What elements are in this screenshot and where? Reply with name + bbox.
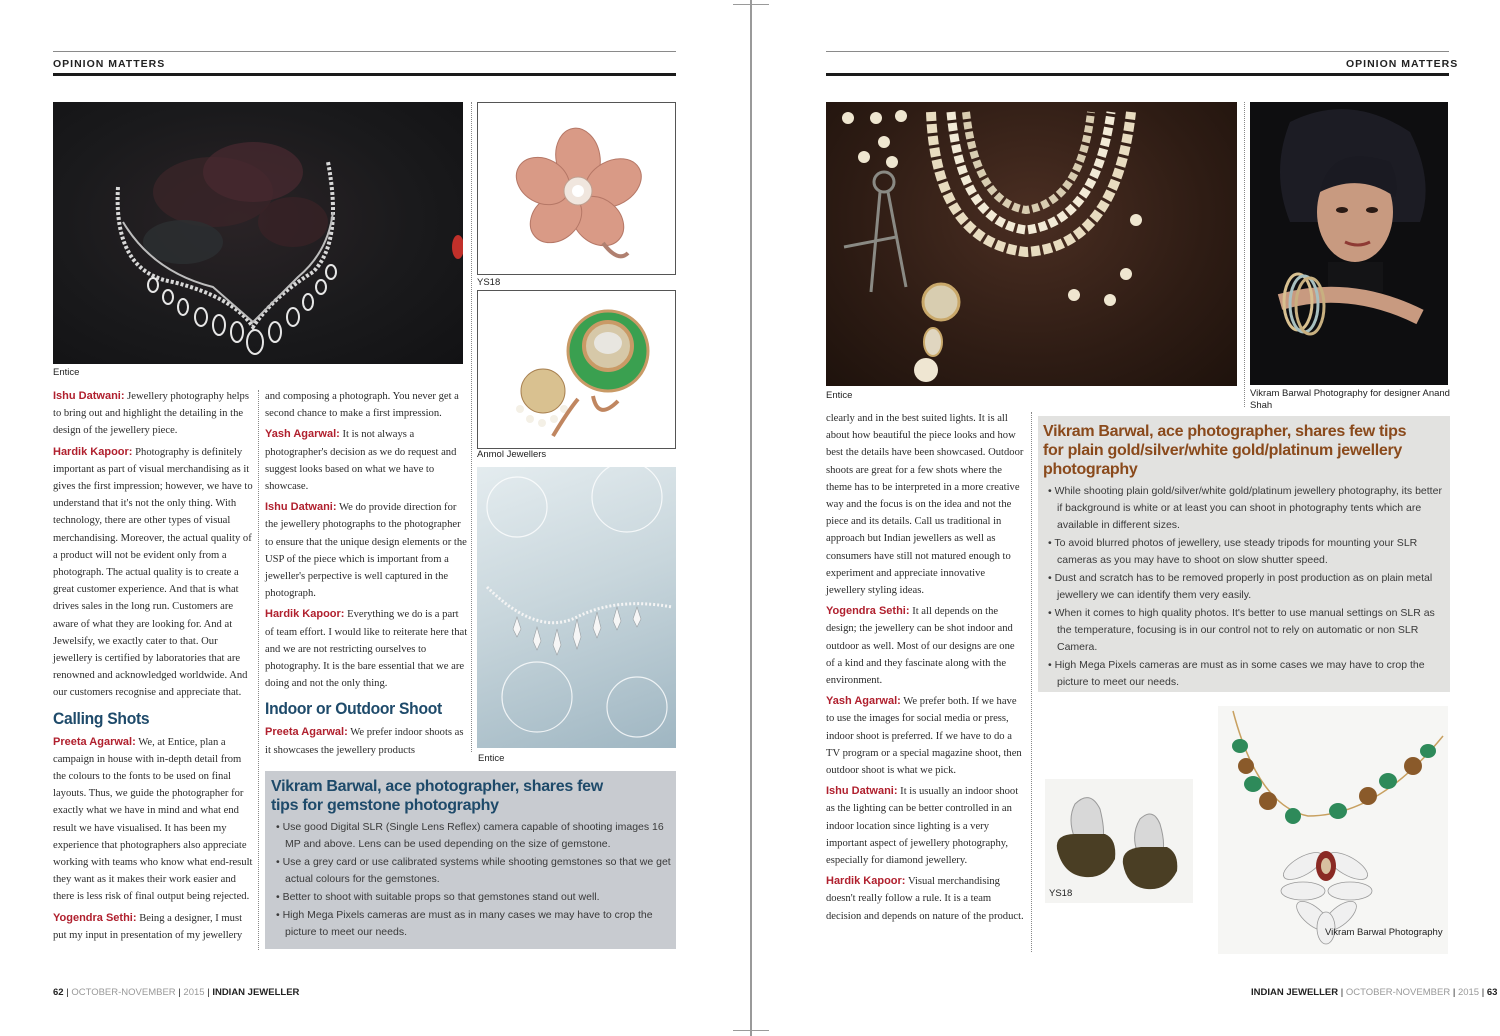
crop-mark <box>733 1030 769 1031</box>
photo-caption: YS18 <box>1049 888 1073 899</box>
speaker-name: Ishu Datwani: <box>826 785 898 798</box>
photo-caption: Vikram Barwal Photography for designer Anand Shah <box>1250 388 1450 411</box>
quote-text: Being a designer, I must put my input in presentation of my jewellery <box>53 912 243 941</box>
tip-item: • Use good Digital SLR (Single Lens Reflex) camera capable of shooting images 16 MP and above. Lens can be used depending on the size of gemstone. <box>271 819 671 853</box>
tip-item: • High Mega Pixels cameras are must as in many cases we may have to crop the picture to meet our needs. <box>271 907 671 941</box>
publication-name: INDIAN JEWELLER <box>212 987 300 998</box>
speaker-name: Preeta Agarwal: <box>53 735 136 748</box>
quote-text: Jewellery photography helps to bring out and highlight the detailing in the design of the jewellery piece. <box>53 391 249 437</box>
tip-item: • To avoid blurred photos of jewellery, use steady tripods for mounting your SLR cameras as you may have to shoot on slow shutter speed. <box>1043 535 1445 569</box>
quote-text: Everything we do is a part of team effort. I would like to reiterate here that and we are not restricting ourselves to photography. It is the bare essential that we are doing and not the only thing. <box>265 609 468 690</box>
column-divider <box>471 102 472 752</box>
quote-text: Visual merchandising doesn't really follow a rule. It is a team decision and depends on nature of the product. <box>826 876 1024 922</box>
necklace-illustration <box>1218 706 1448 954</box>
quote-text: We, at Entice, plan a campaign in house with in-depth detail from the colours to the fonts to be used on final layouts. Thus, we guide the photographer for exactly what we have in mind and what end result we have visualised. It has been my experience that photographers also appreciate working with teams who know what end-result they want as it makes their work easier and there is less risk of final output being rejected. <box>53 736 253 903</box>
section-label: OPINION MATTERS <box>1346 58 1459 70</box>
quote-paragraph <box>53 910 253 944</box>
quote-text: We do provide direction for the jewellery photographs to the photographer to ensure that the unique design elements or the USP of the piece which is important from a jeweller's perpective is well captured in the photograph. <box>265 502 467 600</box>
section-label: OPINION MATTERS <box>53 58 166 70</box>
quote-paragraph <box>265 426 470 495</box>
speaker-name: Hardik Kapoor: <box>265 608 345 621</box>
quote-text: It is usually an indoor shoot as the lighting can be better controlled in an indoor location since lighting is a very important aspect of jewellery photography, especially for diamond jewellery. <box>826 786 1019 867</box>
quote-paragraph <box>826 603 1024 689</box>
tipbox-title-line: for plain gold/silver/white gold/platinum jewellery <box>1043 442 1402 459</box>
tipbox-title-line: photography <box>1043 461 1138 478</box>
quote-text: clearly and in the best suited lights. It is all about how beautiful the piece looks and how best the details have been showcased. Outdoor shoots are great for a few shots where the theme has to be interpreted in a more creative way and the focus is on the idea and not the piece and its details. Call us traditional in approach but Indian jewellers as well as consumers have still not matured enough to experiment and appreciate innovative jewellery styling ideas. <box>826 413 1024 597</box>
header-rule-thick <box>53 73 676 76</box>
tip-item: • Dust and scratch has to be removed properly in post production as on plain metal jewellery we can identify them very easily. <box>1043 570 1445 604</box>
quote-paragraph <box>265 499 470 602</box>
tipbox-metal-jewellery <box>1038 416 1450 692</box>
tip-item: • Use a grey card or use calibrated systems while shooting gemstones so that we get actual colours for the gemstones. <box>271 854 671 888</box>
photo-caption: Entice <box>478 753 505 764</box>
photo-polki-necklace <box>826 102 1237 386</box>
portrait-illustration <box>1250 102 1448 385</box>
necklace-illustration <box>477 467 676 748</box>
photo-floral-ring <box>477 102 676 275</box>
photo-model-bangles <box>1250 102 1448 385</box>
quote-paragraph <box>53 388 253 440</box>
tips-list <box>1043 483 1445 691</box>
tips-list <box>271 819 671 941</box>
photo-caption: Vikram Barwal Photography <box>1325 927 1443 938</box>
speaker-name: Yash Agarwal: <box>265 428 340 441</box>
quote-text: It is not always a photographer's decision as we do request and suggest looks based on what we have to showcase. <box>265 429 457 493</box>
speaker-name: Ishu Datwani: <box>265 501 337 514</box>
quote-paragraph <box>53 734 253 906</box>
quote-paragraph <box>265 606 470 692</box>
tipbox-title-line: Vikram Barwal, ace photographer, shares few tips <box>1043 423 1407 440</box>
speaker-name: Ishu Datwani: <box>53 390 125 402</box>
photo-emerald-necklace <box>1218 706 1448 954</box>
speaker-name: Hardik Kapoor: <box>53 445 133 458</box>
speaker-name: Yogendra Sethi: <box>53 911 137 924</box>
tipbox-title-line: Vikram Barwal, ace photographer, shares few <box>271 778 603 795</box>
photo-caption: Entice <box>53 367 80 378</box>
necklace-illustration <box>53 102 463 364</box>
tip-item: • While shooting plain gold/silver/white gold/platinum jewellery photography, its better if background is white or at least you can shoot in photography tents which are available in different sizes. <box>1043 483 1445 534</box>
issue-year: 2015 <box>1457 987 1480 998</box>
earrings-illustration <box>1045 779 1193 903</box>
page-spine <box>750 0 752 1036</box>
speaker-name: Preeta Agarwal: <box>265 726 348 739</box>
tipbox-title <box>1043 422 1445 479</box>
speaker-name: Hardik Kapoor: <box>826 875 906 888</box>
header-rule-thick <box>826 73 1449 76</box>
photo-caption: Entice <box>826 390 853 401</box>
article-column-3 <box>826 410 1024 929</box>
crop-mark <box>733 4 769 5</box>
ring-illustration <box>478 103 675 274</box>
header-rule <box>826 51 1449 52</box>
quote-text: We prefer indoor shoots as it showcases the jewellery products <box>265 727 464 756</box>
tip-item: • Better to shoot with suitable props so that gemstones stand out well. <box>271 889 671 906</box>
photo-caption: Anmol Jewellers <box>477 449 547 460</box>
tipbox-title-line: tips for gemstone photography <box>271 797 499 814</box>
column-divider <box>1031 412 1032 952</box>
tip-item: • When it comes to high quality photos. It's better to use manual settings on SLR as the temperature, focusing is in our control not to rely on automatic or non SLR Camera. <box>1043 605 1445 656</box>
quote-paragraph <box>826 410 1024 599</box>
tipbox-title <box>271 777 671 815</box>
photo-fan-earrings <box>1045 779 1193 903</box>
speaker-name: Yogendra Sethi: <box>826 605 910 618</box>
quote-paragraph <box>826 783 1024 869</box>
photo-caption: YS18 <box>477 277 501 288</box>
speaker-name: Yash Agarwal: <box>826 695 901 708</box>
quote-paragraph <box>826 873 1024 925</box>
column-divider <box>1244 102 1245 407</box>
quote-text: It all depends on the design; the jewellery can be shot indoor and outdoor as well. Most of our designs are one of a kind and they fascinate along with the environment. <box>826 606 1015 687</box>
ring-illustration <box>478 291 675 448</box>
necklace-illustration <box>826 102 1237 386</box>
quote-paragraph <box>265 388 470 422</box>
quote-paragraph <box>265 724 470 758</box>
column-divider <box>258 390 259 950</box>
page-number: 62 <box>53 987 64 998</box>
subheading-indoor-outdoor: Indoor or Outdoor Shoot <box>265 699 442 719</box>
page-folio: INDIAN JEWELLER | OCTOBER-NOVEMBER | 2015 | 63 <box>1251 987 1498 998</box>
page-folio: 62 | OCTOBER-NOVEMBER | 2015 | INDIAN JEWELLER <box>53 987 300 998</box>
page-number: 63 <box>1486 987 1498 998</box>
issue-date: OCTOBER-NOVEMBER <box>1345 987 1451 998</box>
quote-text: Photography is definitely important as part of visual merchandising as it gives the first impression; however, we have to understand that it's not the only thing. With technology, there are other types of visual merchandising. Moreover, the actual quality of a product will not be evident only from a photograph. The actual quality is to create a great customer experience. And that is what drives sales in the long run. Customers are aware of what they are looking for. And at Jewelsify, we exactly cater to that. Our jewellery is certified by laboratories that are renowned and acknowledged worldwide. And our customers recognise and appreciate that. <box>53 446 253 699</box>
issue-date: OCTOBER-NOVEMBER <box>71 987 176 998</box>
photo-diamond-necklace <box>53 102 463 364</box>
header-rule <box>53 51 676 52</box>
issue-year: 2015 <box>183 987 205 998</box>
article-column-2 <box>265 388 470 763</box>
subheading-calling-shots: Calling Shots <box>53 708 150 728</box>
quote-text: We prefer both. If we have to use the images for social media or press, indoor shoot is preferred. If we have to do a TV program or a special magazine shoot, then outdoor shoot is what we pick. <box>826 696 1022 777</box>
quote-paragraph <box>53 444 253 702</box>
publication-name: INDIAN JEWELLER <box>1251 987 1339 998</box>
quote-paragraph <box>826 693 1024 779</box>
tip-item: • High Mega Pixels cameras are must as in some cases we may have to crop the picture to meet our needs. <box>1043 657 1445 691</box>
article-column-1 <box>53 388 253 948</box>
photo-lace-necklace <box>477 467 676 748</box>
photo-emerald-ring <box>477 290 676 449</box>
quote-text: and composing a photograph. You never get a second chance to make a first impression. <box>265 391 459 420</box>
tipbox-gemstone <box>265 771 676 949</box>
